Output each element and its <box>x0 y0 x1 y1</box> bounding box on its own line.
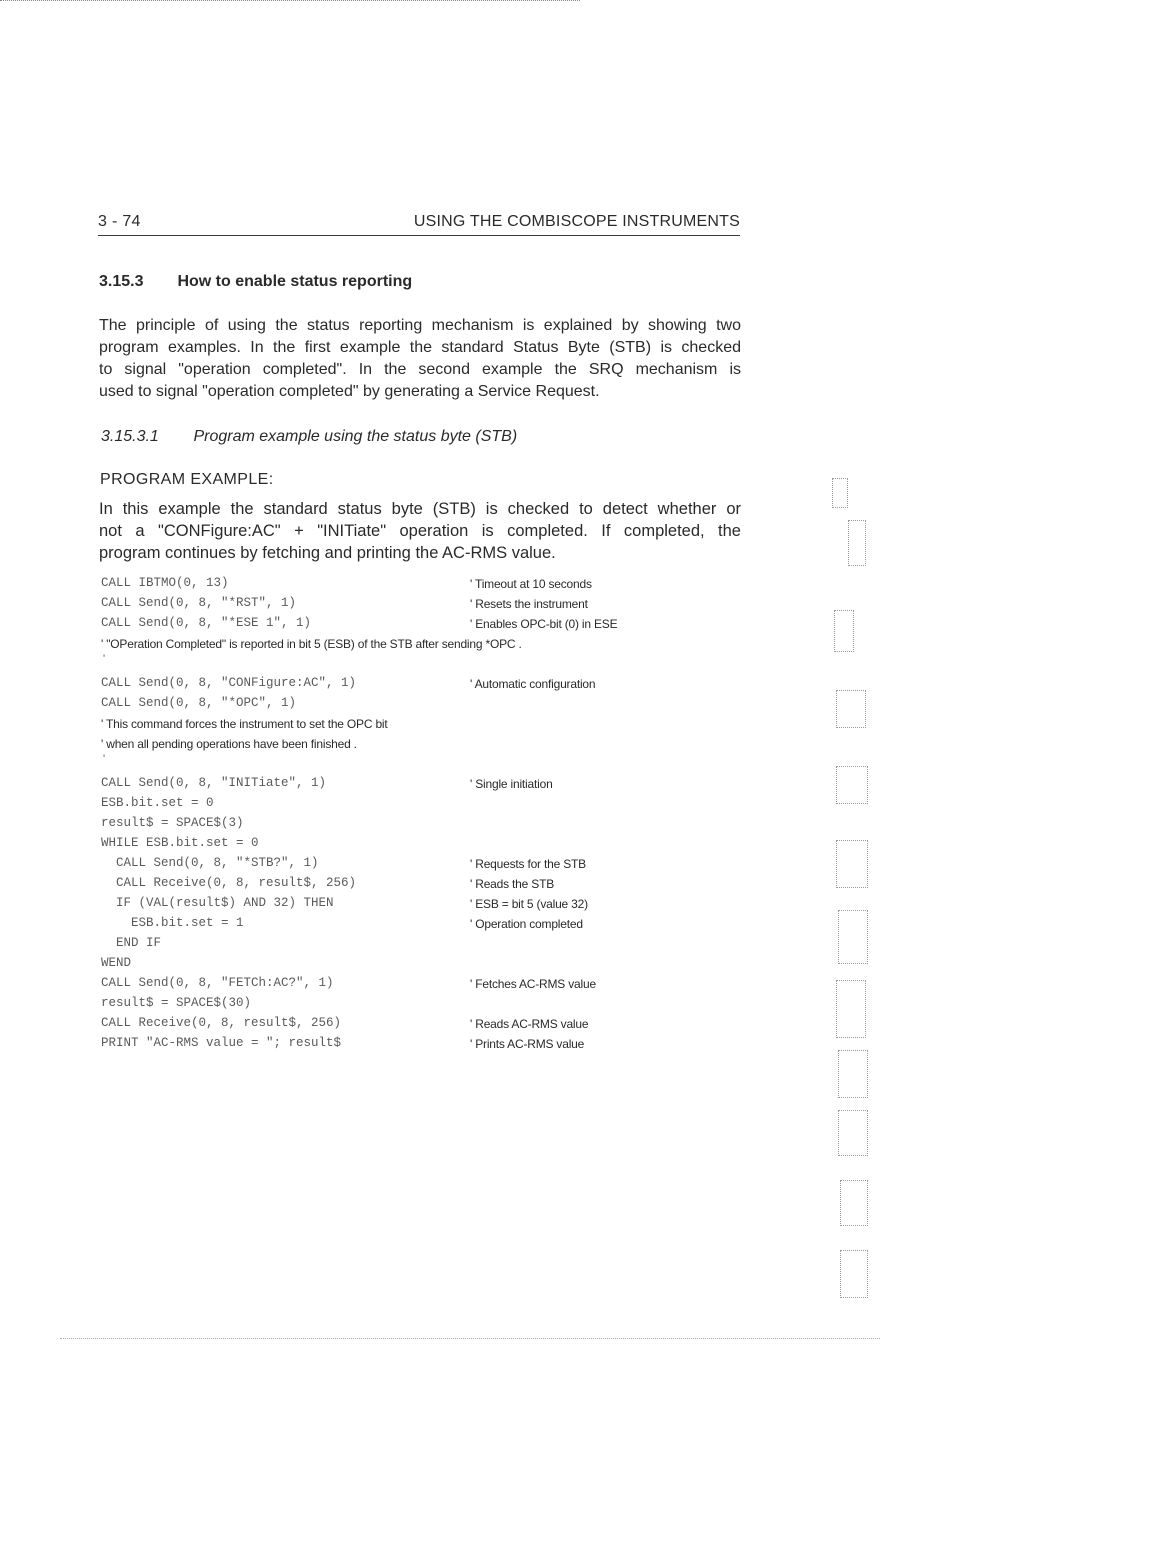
comment-line: ' This command forces the instrument to set the OPC bit <box>101 717 388 731</box>
margin-artifact <box>840 1250 868 1298</box>
example-paragraph <box>99 498 741 564</box>
subsection-title: Program example using the status byte (STB) <box>193 428 518 445</box>
comment-line: ' "OPeration Completed" is reported in bit 5 (ESB) of the STB after sending *OPC . <box>101 637 522 651</box>
code-comment: ' ESB = bit 5 (value 32) <box>470 897 588 911</box>
comment-tick: ' <box>103 653 106 665</box>
margin-artifact <box>836 840 868 888</box>
code-line: result$ = SPACE$(30) <box>101 996 252 1010</box>
example-line: program continues by fetching and printing the AC-RMS value. <box>99 544 556 562</box>
margin-artifact <box>838 910 868 964</box>
code-line: WEND <box>101 956 132 970</box>
example-line: not a "CONFigure:AC" + "INITiate" operation is completed. If completed, the <box>99 522 741 540</box>
program-example-label: PROGRAM EXAMPLE: <box>100 471 274 488</box>
code-line: END IF <box>101 936 162 950</box>
comment-line: ' when all pending operations have been finished . <box>101 737 357 751</box>
intro-line: used to signal "operation completed" by generating a Service Request. <box>99 383 600 400</box>
intro-paragraph <box>99 315 741 403</box>
code-line: PRINT "AC-RMS value = "; result$ <box>101 1036 342 1050</box>
margin-artifact <box>834 610 854 652</box>
running-header <box>98 213 740 236</box>
code-comment: ' Requests for the STB <box>470 857 586 871</box>
code-comment: ' Fetches AC-RMS value <box>470 977 596 991</box>
code-line: WHILE ESB.bit.set = 0 <box>101 836 259 850</box>
margin-artifact <box>836 690 866 728</box>
margin-artifact <box>838 1110 868 1156</box>
code-line: CALL Send(0, 8, "CONFigure:AC", 1) <box>101 676 357 690</box>
code-line: CALL Send(0, 8, "*ESE 1", 1) <box>101 616 312 630</box>
section-number: 3.15.3 <box>99 273 144 290</box>
margin-artifact <box>848 520 866 566</box>
intro-line: to signal "operation completed". In the second example the SRQ mechanism is <box>99 361 741 378</box>
code-comment: ' Automatic configuration <box>470 677 596 691</box>
code-line: CALL Send(0, 8, "*STB?", 1) <box>101 856 319 870</box>
margin-artifact <box>836 766 868 804</box>
code-comment: ' Reads the STB <box>470 877 555 891</box>
subsection-number: 3.15.3.1 <box>101 428 159 445</box>
code-comment: ' Operation completed <box>470 917 583 931</box>
intro-line: program examples. In the first example the standard Status Byte (STB) is checked <box>99 339 741 356</box>
section-title: How to enable status reporting <box>177 273 413 290</box>
code-line: CALL Send(0, 8, "*OPC", 1) <box>101 696 297 710</box>
scan-edge <box>0 0 580 1</box>
code-comment: ' Reads AC-RMS value <box>470 1017 589 1031</box>
code-comment: ' Enables OPC-bit (0) in ESE <box>470 617 618 631</box>
section-heading <box>99 273 412 291</box>
code-line: CALL IBTMO(0, 13) <box>101 576 229 590</box>
code-line: ESB.bit.set = 0 <box>101 796 214 810</box>
margin-artifact <box>838 1050 868 1098</box>
code-line: CALL Receive(0, 8, result$, 256) <box>101 876 357 890</box>
code-comment: ' Resets the instrument <box>470 597 588 611</box>
code-line: CALL Send(0, 8, "*RST", 1) <box>101 596 297 610</box>
intro-line: The principle of using the status reporting mechanism is explained by showing two <box>99 317 741 334</box>
scan-dotted-line <box>60 1338 880 1339</box>
code-line: ESB.bit.set = 1 <box>101 916 244 930</box>
chapter-title: USING THE COMBISCOPE INSTRUMENTS <box>413 213 740 230</box>
page-number: 3 - 74 <box>98 213 141 230</box>
code-line: IF (VAL(result$) AND 32) THEN <box>101 896 334 910</box>
code-line: CALL Send(0, 8, "INITiate", 1) <box>101 776 327 790</box>
code-line: result$ = SPACE$(3) <box>101 816 244 830</box>
code-comment: ' Prints AC-RMS value <box>470 1037 585 1051</box>
code-comment: ' Timeout at 10 seconds <box>470 577 592 591</box>
code-comment: ' Single initiation <box>470 777 553 791</box>
margin-artifact <box>832 478 848 508</box>
margin-artifact <box>836 980 866 1038</box>
code-line: CALL Receive(0, 8, result$, 256) <box>101 1016 342 1030</box>
code-line: CALL Send(0, 8, "FETCh:AC?", 1) <box>101 976 334 990</box>
margin-artifact <box>840 1180 868 1226</box>
subsection-heading <box>101 428 517 446</box>
comment-tick: ' <box>103 753 106 765</box>
example-line: In this example the standard status byte (STB) is checked to detect whether or <box>99 500 741 518</box>
